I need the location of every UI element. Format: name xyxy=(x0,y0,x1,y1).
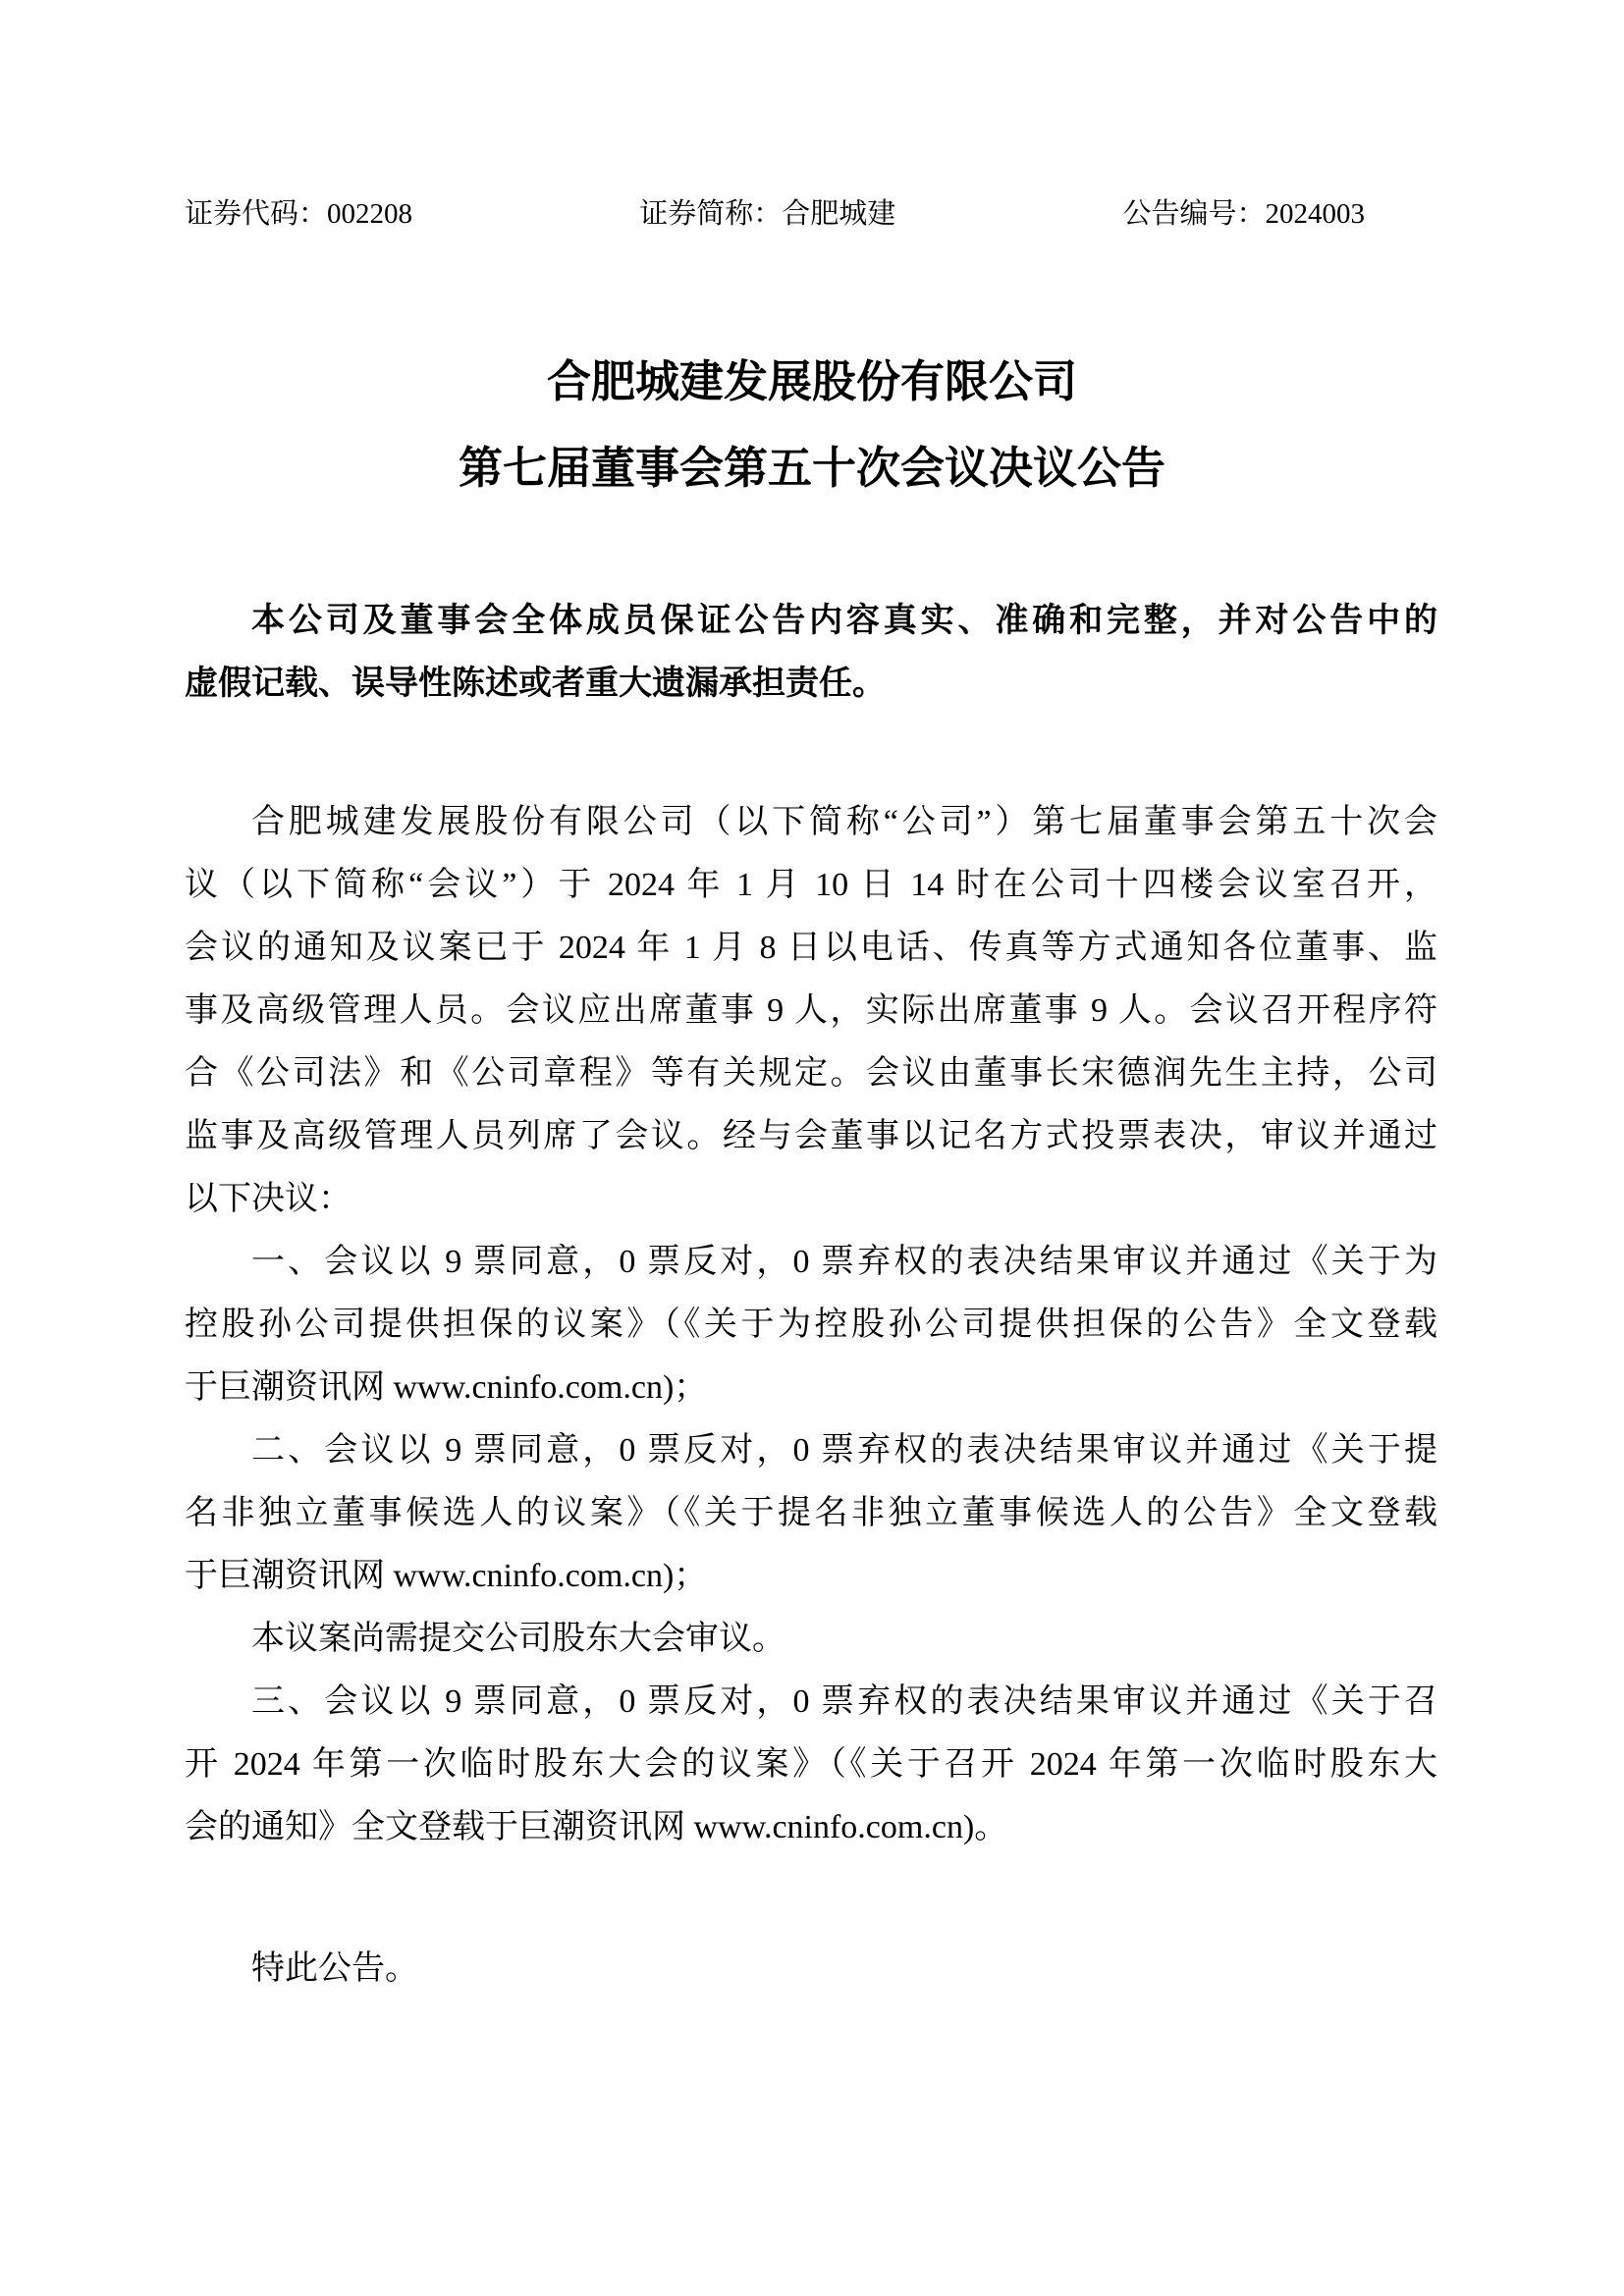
document-header xyxy=(185,196,1365,232)
resolution-1-paragraph xyxy=(185,1231,1437,1419)
company-name-title: 合肥城建发展股份有限公司 xyxy=(546,357,1077,406)
closing-paragraph xyxy=(185,1938,1437,2001)
text-line: 以下决议： xyxy=(185,1181,352,1217)
text-line: 名非独立董事候选人的议案》（《关于提名非独立董事候选人的公告》全文登载 xyxy=(185,1495,1437,1531)
text-line: 二、会议以 9 票同意，0 票反对，0 票弃权的表决结果审议并通过《关于提 xyxy=(251,1432,1437,1468)
stock-code-text: 证券代码：002208 xyxy=(185,198,413,230)
text-line: 虚假记载、误导性陈述或者重大遗漏承担责任。 xyxy=(185,666,886,702)
text-line: 事及高级管理人员。会议应出席董事 9 人，实际出席董事 9 人。会议召开程序符 xyxy=(185,992,1437,1029)
stock-abbr-text: 证券简称：合肥城建 xyxy=(639,198,896,230)
announcement-title: 第七届董事会第五十次会议决议公告 xyxy=(458,444,1165,493)
text-line: 控股孙公司提供担保的议案》（《关于为控股孙公司提供担保的公告》全文登载 xyxy=(185,1307,1437,1343)
resolution-2-paragraph xyxy=(185,1419,1437,1608)
resolution-2-note-paragraph xyxy=(185,1608,1437,1671)
text-line: 合肥城建发展股份有限公司（以下简称“公司”）第七届董事会第五十次会 xyxy=(251,804,1437,840)
text-line: 会议的通知及议案已于 2024 年 1 月 8 日以电话、传真等方式通知各位董事、监 xyxy=(185,930,1437,966)
text-line: 一、会议以 9 票同意，0 票反对，0 票弃权的表决结果审议并通过《关于为 xyxy=(251,1244,1437,1280)
text-line: 于巨潮资讯网 www.cninfo.com.cn)； xyxy=(185,1369,708,1406)
text-line: 于巨潮资讯网 www.cninfo.com.cn)； xyxy=(185,1558,708,1594)
text-line: 三、会议以 9 票同意，0 票反对，0 票弃权的表决结果审议并通过《关于召 xyxy=(251,1683,1437,1720)
text-line: 议（以下简称“会议”）于 2024 年 1 月 10 日 14 时在公司十四楼会议室召开， xyxy=(185,867,1437,903)
text-line: 特此公告。 xyxy=(251,1950,418,1987)
body-text xyxy=(185,791,1437,2001)
text-line: 开 2024 年第一次临时股东大会的议案》（《关于召开 2024 年第一次临时股东大 xyxy=(185,1746,1437,1783)
resolution-3-paragraph xyxy=(185,1671,1437,1859)
text-line: 本公司及董事会全体成员保证公告内容真实、准确和完整，并对公告中的 xyxy=(251,603,1437,639)
text-line: 会的通知》全文登载于巨潮资讯网 www.cninfo.com.cn)。 xyxy=(185,1809,1008,1845)
text-line: 监事及高级管理人员列席了会议。经与会董事以记名方式投票表决，审议并通过 xyxy=(185,1118,1437,1154)
text-line: 本议案尚需提交公司股东大会审议。 xyxy=(251,1621,785,1657)
integrity-statement xyxy=(185,590,1437,716)
announcement-number-text: 公告编号：2024003 xyxy=(1122,198,1365,230)
meeting-intro-paragraph xyxy=(185,791,1437,1231)
text-line: 合《公司法》和《公司章程》等有关规定。会议由董事长宋德润先生主持，公司 xyxy=(185,1055,1437,1092)
